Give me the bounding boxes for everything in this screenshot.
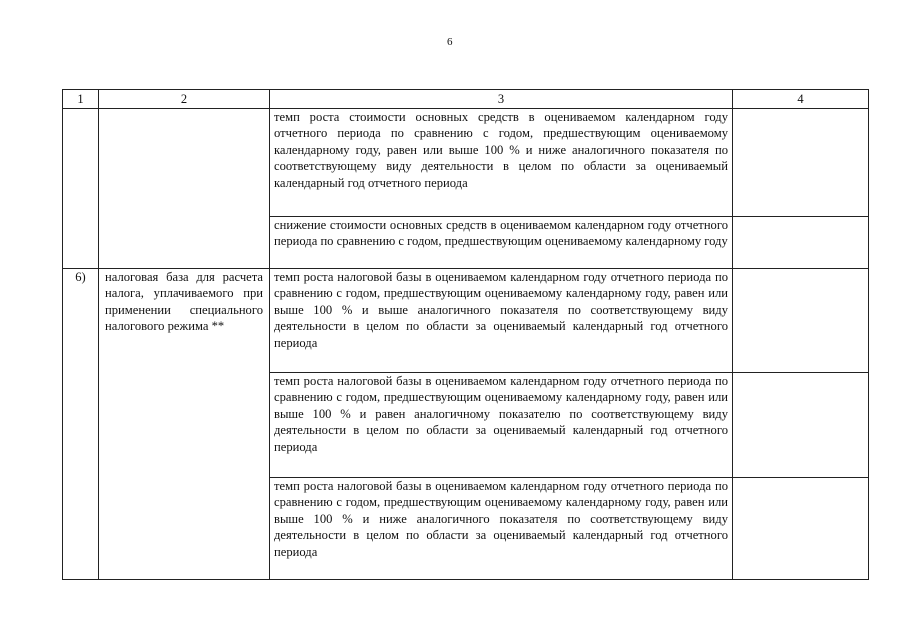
criterion-cell: темп роста налоговой базы в оцениваемом календарном году отчетного периода по сравнению с годом, предшествующим оцениваемому календарному году, равен или выше 100 % и ниже аналогичного показателя по соответствующему виду деятельности в целом по области за оцениваемый календарный год отчетного периода bbox=[270, 478, 733, 580]
header-col-3: 3 bbox=[270, 90, 733, 109]
criterion-cell: темп роста стоимости основных средств в оцениваемом календарном году отчетного периода по сравнению с годом, предшествующим оцениваемому календарному году, равен или выше 100 % и ниже аналогичного показателя по соответствующему виду деятельности в целом по области за оцениваемый календарный год отчетного периода bbox=[270, 109, 733, 217]
table-row bbox=[63, 109, 869, 217]
tax-base-cell: налоговая база для расчета налога, уплачиваемого при применении специального налогового режима ** bbox=[99, 269, 270, 580]
table-header-row bbox=[63, 90, 869, 109]
row-number-cell bbox=[63, 109, 99, 269]
criterion-cell: темп роста налоговой базы в оцениваемом календарном году отчетного периода по сравнению с годом, предшествующим оцениваемому календарному году, равен или выше 100 % и равен аналогичному показателю по соответствующему виду деятельности в целом по области за оцениваемый календарный год отчетного периода bbox=[270, 373, 733, 478]
criteria-table bbox=[62, 89, 869, 580]
value-cell bbox=[733, 478, 869, 580]
header-col-2: 2 bbox=[99, 90, 270, 109]
row-number-cell: 6) bbox=[63, 269, 99, 580]
value-cell bbox=[733, 217, 869, 269]
value-cell bbox=[733, 269, 869, 373]
criterion-cell: темп роста налоговой базы в оцениваемом календарном году отчетного периода по сравнению с годом, предшествующим оцениваемому календарному году, равен или выше 100 % и выше аналогичного показателя по соответствующему виду деятельности в целом по области за оцениваемый календарный год отчетного периода bbox=[270, 269, 733, 373]
criterion-cell: снижение стоимости основных средств в оцениваемом календарном году отчетного периода по сравнению с годом, предшествующим оцениваемому календарному году bbox=[270, 217, 733, 269]
page-number: 6 bbox=[447, 36, 453, 48]
header-col-4: 4 bbox=[733, 90, 869, 109]
tax-base-cell bbox=[99, 109, 270, 269]
table-row bbox=[63, 269, 869, 373]
value-cell bbox=[733, 373, 869, 478]
header-col-1: 1 bbox=[63, 90, 99, 109]
value-cell bbox=[733, 109, 869, 217]
